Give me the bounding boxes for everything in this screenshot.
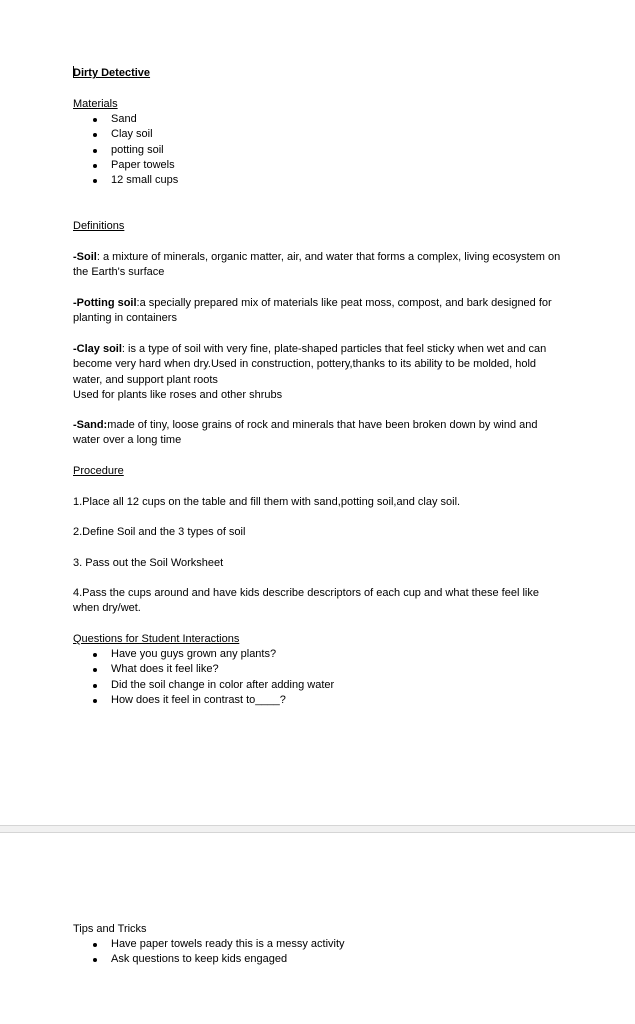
bullet-icon [93,943,97,947]
list-item-text: Have you guys grown any plants? [111,648,277,660]
page-separator [0,825,635,833]
list-item [73,112,565,127]
bullet-icon [93,179,97,183]
list-item [73,952,565,967]
materials-list [73,112,565,188]
list-item [73,678,565,693]
procedure-step-text: 2.Define Soil and the 3 types of soil [73,526,246,538]
list-item [73,662,565,677]
tips-section [73,922,565,968]
definition-extra-text: Used for plants like roses and other shrubs [73,388,283,401]
document-title-text: Dirty Detective [73,67,151,79]
list-item [73,693,565,708]
list-item-text: Ask questions to keep kids engaged [111,953,288,966]
list-item [73,158,565,173]
definition-term: -Soil [73,251,97,263]
procedure-heading: Procedure [73,465,124,477]
list-item-text: potting soil [111,143,164,156]
definition-text: :a specially prepared mix of materials like peat moss, compost, and bark designed for planting in containers [73,297,552,325]
list-item-text: How does it feel in contrast to____? [111,693,286,706]
procedure-step [73,586,565,617]
procedure-step-text: 4.Pass the cups around and have kids describe descriptors of each cup and what these feel like when dry/wet. [73,587,539,615]
list-item [73,173,565,188]
bullet-icon [93,133,97,137]
list-item-text: 12 small cups [111,174,179,187]
questions-list [73,647,565,708]
definition-soil [73,250,565,281]
definition-text: : a mixture of minerals, organic matter, air, and water that forms a complex, living ecosystem on the Earth's surface [73,251,561,279]
procedure-step-text: 1.Place all 12 cups on the table and fill them with sand,potting soil,and clay soil. [73,496,461,508]
list-item-text: Did the soil change in color after adding water [111,678,335,691]
list-item-text: Sand [111,113,137,125]
list-item [73,127,565,142]
definition-sand [73,418,565,449]
definition-term: -Clay soil [73,343,122,355]
procedure-step [73,556,565,571]
document-title[interactable] [73,66,565,81]
tips-list [73,937,565,968]
procedure-step [73,495,565,510]
materials-heading: Materials [73,98,118,110]
bullet-icon [93,958,97,962]
definition-text: : is a type of soil with very fine, plate-shaped particles that feel sticky when wet and can become very hard when dry.Used in construction, pottery,thanks to its ability to be molded, hold water, and support plant roots [73,343,547,386]
bullet-icon [93,149,97,153]
bullet-icon [93,668,97,672]
bullet-icon [93,164,97,168]
materials-section [73,97,565,188]
questions-heading: Questions for Student Interactions [73,633,240,645]
list-item-text: Have paper towels ready this is a messy activity [111,938,345,950]
procedure-step [73,525,565,540]
definitions-heading: Definitions [73,220,125,232]
list-item [73,143,565,158]
bullet-icon [93,118,97,122]
list-item-text: Clay soil [111,128,153,141]
procedure-step-text: 3. Pass out the Soil Worksheet [73,557,224,569]
procedure-section [73,464,565,479]
document-page-2 [0,833,635,1024]
bullet-icon [93,699,97,703]
definition-term: -Sand: [73,419,108,431]
questions-section [73,632,565,708]
list-item-text: Paper towels [111,158,175,171]
definition-term: -Potting soil [73,297,137,309]
bullet-icon [93,684,97,688]
definition-potting-soil [73,296,565,327]
definition-clay-soil [73,342,565,403]
tips-heading: Tips and Tricks [73,923,147,935]
bullet-icon [93,653,97,657]
definition-text: made of tiny, loose grains of rock and minerals that have been broken down by wind and water over a long time [73,419,538,447]
title-block [73,66,565,81]
definitions-section [73,219,565,234]
list-item [73,647,565,662]
list-item [73,937,565,952]
list-item-text: What does it feel like? [111,663,219,676]
